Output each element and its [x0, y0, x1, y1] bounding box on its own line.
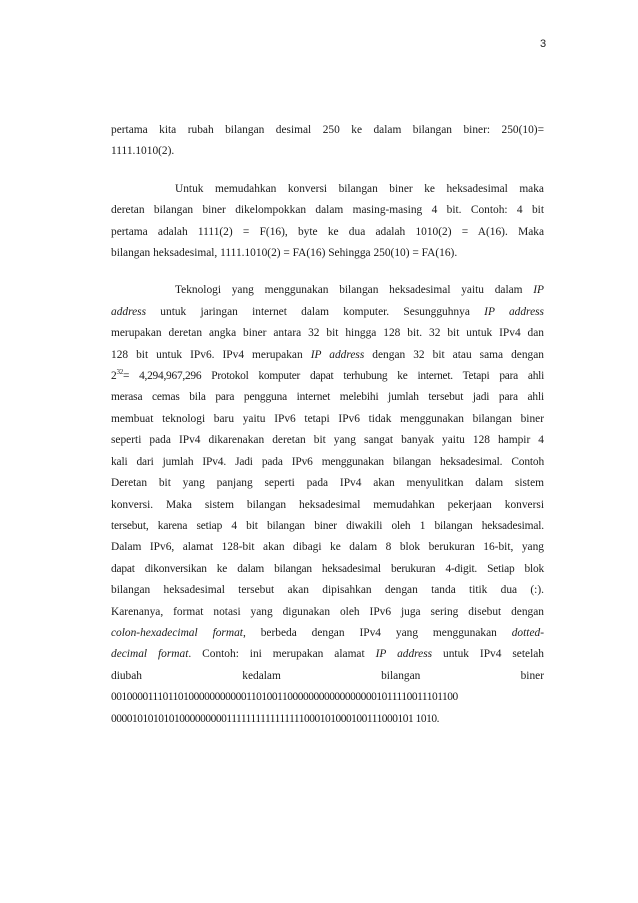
paragraph-3 — [111, 280, 544, 730]
p3-line-1: Teknologi yang menggunakan bilangan heksadesimal yaitu dalam IP — [175, 284, 544, 297]
p2-line-2: deretan bilangan biner dikelompokkan dalam masing-masing 4 bit. Contoh: 4 bit — [111, 204, 544, 217]
binary-line-1: 0010000111011010000000000011010011000000000000000001011110011101100 — [111, 691, 458, 704]
p1-line-2: 1111.1010(2). — [111, 145, 175, 158]
paragraph-2 — [111, 179, 544, 265]
p3-line-10: Deretan bit yang panjang seperti pada IPv4 akan menyulitkan dalam sistem — [111, 477, 544, 490]
p3-line-13: Dalam IPv6, alamat 128-bit akan dibagi ke dalam 8 blok berukuran 16-bit, yang — [111, 541, 544, 554]
p3-line-3: merupakan deretan angka biner antara 32 bit hingga 128 bit. 32 bit untuk IPv4 dan — [111, 327, 544, 340]
p3-line-5: $2^{32}= 4,294,967,296$ Protokol komputer dapat terhubung ke internet. Tetapi para ahli — [111, 368, 544, 383]
p2-line-1: Untuk memudahkan konversi bilangan biner ke heksadesimal maka — [175, 182, 544, 195]
p3-line-8: seperti pada IPv4 dikarenakan deretan bit yang sangat banyak yaitu 128 hampir 4 — [111, 434, 544, 447]
p3-line-16: Karenanya, format notasi yang digunakan oleh IPv6 juga sering disebut dengan — [111, 605, 544, 618]
paragraph-1 — [111, 120, 544, 163]
p3-line-4: 128 bit untuk IPv6. IPv4 merupakan IP address dengan 32 bit atau sama dengan — [111, 348, 544, 361]
p3-line-7: membuat teknologi baru yaitu IPv6 tetapi IPv6 tidak menggunakan bilangan biner — [111, 412, 544, 425]
p2-line-3: pertama adalah 1111(2) = F(16), byte ke dua adalah 1010(2) = A(16). Maka — [111, 225, 544, 238]
p3-line-2: address untuk jaringan internet dalam komputer. Sesungguhnya IP address — [111, 305, 544, 318]
p3-line-15: bilangan heksadesimal tersebut akan dipisahkan dengan tanda titik dua (:). — [111, 584, 544, 597]
page-number: 3 — [540, 38, 547, 50]
binary-line-2: 00001010101010000000001111111111111111000101000100111000101 1010. — [111, 712, 440, 725]
p3-line-19: diubah kedalam bilangan biner — [111, 669, 544, 682]
p2-line-4: bilangan heksadesimal, 1111.1010(2) = FA(16) Sehingga 250(10) = FA(16). — [111, 247, 458, 260]
p3-line-18: decimal format. Contoh: ini merupakan alamat IP address untuk IPv4 setelah — [111, 648, 544, 661]
p1-line-1: pertama kita rubah bilangan desimal 250 ke dalam bilangan biner: 250(10)= — [111, 124, 544, 136]
document-body — [111, 120, 544, 746]
p3-line-6: merasa cemas bila para pengguna internet melebihi jumlah tersebut jadi para ahli — [111, 391, 544, 404]
p3-line-11: konversi. Maka sistem bilangan heksadesimal memudahkan pekerjaan konversi — [111, 498, 544, 511]
p3-line-12: tersebut, karena setiap 4 bit bilangan biner diwakili oleh 1 bilangan heksadesimal. — [111, 519, 544, 532]
p3-line-14: dapat dikonversikan ke dalam bilangan heksadesimal berukuran 4-digit. Setiap blok — [111, 562, 544, 575]
p3-line-17: colon-hexadecimal format, berbeda dengan IPv4 yang menggunakan dotted- — [111, 626, 544, 639]
exponent: 32 — [116, 368, 123, 377]
p3-line-9: kali dari jumlah IPv4. Jadi pada IPv6 menggunakan bilangan heksadesimal. Contoh — [111, 455, 544, 468]
